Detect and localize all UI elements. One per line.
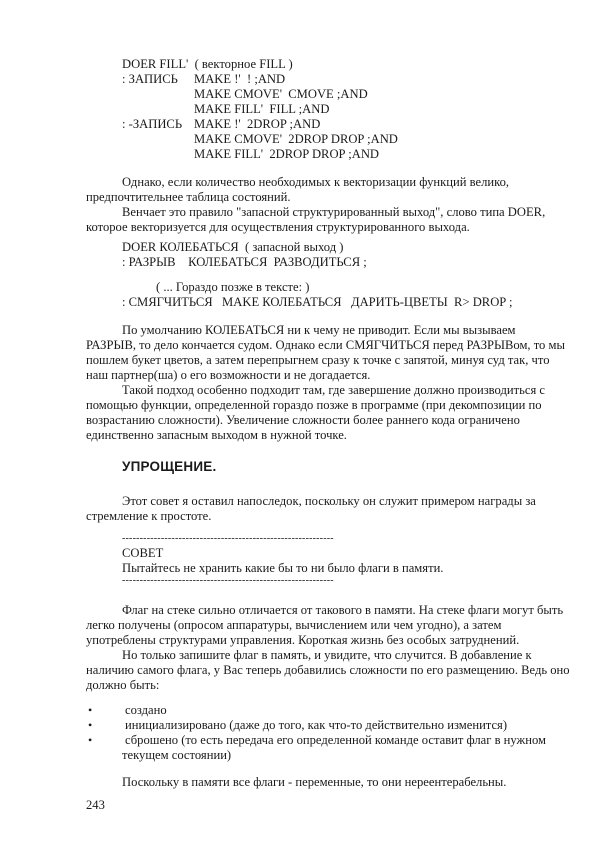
text-line: стремление к простоте. bbox=[86, 509, 212, 523]
divider-rule: ------------------------------------------------------------ bbox=[122, 533, 334, 544]
code-line: DOER КОЛЕБАТЬСЯ ( запасной выход ) bbox=[122, 240, 344, 254]
text-line: По умолчанию КОЛЕБАТЬСЯ ни к чему не приводит. Если мы вызываем bbox=[122, 323, 516, 337]
code-line: : РАЗРЫВ КОЛЕБАТЬСЯ РАЗВОДИТЬСЯ ; bbox=[122, 255, 367, 269]
text-line: Такой подход особенно подходит там, где завершение должно производиться с bbox=[122, 383, 545, 397]
bullet-icon: • bbox=[88, 733, 93, 747]
code-line: DOER FILL' ( векторное FILL ) bbox=[122, 57, 293, 71]
bullet-icon: • bbox=[88, 718, 93, 732]
section-heading: УПРОЩЕНИЕ. bbox=[122, 459, 217, 474]
text-line: возрастанию сложности). Увеличение сложности более раннего кода ограничено bbox=[86, 413, 520, 427]
text-line: помощью функции, определенной гораздо позже в программе (при декомпозиции по bbox=[86, 398, 542, 412]
text-line: единственно запасным выходом в нужной точке. bbox=[86, 428, 347, 442]
code-comment: ( ... Гораздо позже в тексте: ) bbox=[156, 280, 310, 294]
code-label: : -ЗАПИСЬ bbox=[122, 117, 183, 131]
tip-text: Пытайтесь не хранить какие бы то ни было флаги в памяти. bbox=[122, 561, 444, 575]
code-line: MAKE CMOVE' 2DROP DROP ;AND bbox=[194, 132, 398, 146]
code-label: : ЗАПИСЬ bbox=[122, 72, 178, 86]
text-line: должно быть: bbox=[86, 678, 160, 692]
text-line: РАЗРЫВ, то дело кончается судом. Однако если СМЯГЧИТЬСЯ перед РАЗРЫВом, то мы bbox=[86, 338, 565, 352]
page-number: 243 bbox=[86, 798, 105, 812]
code-line: MAKE FILL' FILL ;AND bbox=[194, 102, 330, 116]
text-line: употреблены структурами управления. Короткая жизнь без особых затруднений. bbox=[86, 633, 520, 647]
divider-rule: ------------------------------------------------------------ bbox=[122, 575, 334, 586]
list-item-text: сброшено (то есть передача его определенной команде оставит флаг в нужном bbox=[125, 733, 547, 747]
text-line: Венчает это правило "запасной структурированный выход", слово типа DOER, bbox=[122, 205, 546, 219]
text-line: наш партнер(ша) о его возможности и не догадается. bbox=[86, 368, 371, 382]
text-line: Но только запишите флаг в память, и увидите, что случится. В добавление к bbox=[122, 648, 532, 662]
bullet-icon: • bbox=[88, 703, 93, 717]
code-line: MAKE CMOVE' CMOVE ;AND bbox=[194, 87, 368, 101]
code-line: MAKE !' 2DROP ;AND bbox=[194, 117, 321, 131]
text-line: Этот совет я оставил напоследок, поскольку он служит примером награды за bbox=[122, 494, 536, 508]
text-line: Поскольку в памяти все флаги - переменные, то они нереентерабельны. bbox=[122, 775, 507, 789]
tip-title: СОВЕТ bbox=[122, 546, 164, 560]
text-line: пошлем букет цветов, а затем перепрыгнем сразу к точке с запятой, минуя суд так, что bbox=[86, 353, 550, 367]
list-item-text: инициализировано (даже до того, как что-то действительно изменится) bbox=[125, 718, 508, 732]
code-line: : СМЯГЧИТЬСЯ MAKE КОЛЕБАТЬСЯ ДАРИТЬ-ЦВЕТЫ R> DROP ; bbox=[122, 295, 513, 309]
list-item-text: создано bbox=[125, 703, 167, 717]
text-line: Однако, если количество необходимых к векторизации функций велико, bbox=[122, 175, 510, 189]
list-item-text: текущем состоянии) bbox=[122, 748, 232, 762]
text-line: Флаг на стеке сильно отличается от такового в памяти. На стеке флаги могут быть bbox=[122, 603, 564, 617]
text-line: наличию самого флага, у Вас теперь добавились сложности по его размещению. Ведь оно bbox=[86, 663, 570, 677]
code-line: MAKE !' ! ;AND bbox=[194, 72, 286, 86]
text-line: предпочтительнее таблица состояний. bbox=[86, 190, 291, 204]
text-line: легко получены (опросом аппаратуры, вычислением или чем угодно), а затем bbox=[86, 618, 502, 632]
code-line: MAKE FILL' 2DROP DROP ;AND bbox=[194, 147, 380, 161]
text-line: которое векторизуется для осуществления структурированного выхода. bbox=[86, 220, 470, 234]
